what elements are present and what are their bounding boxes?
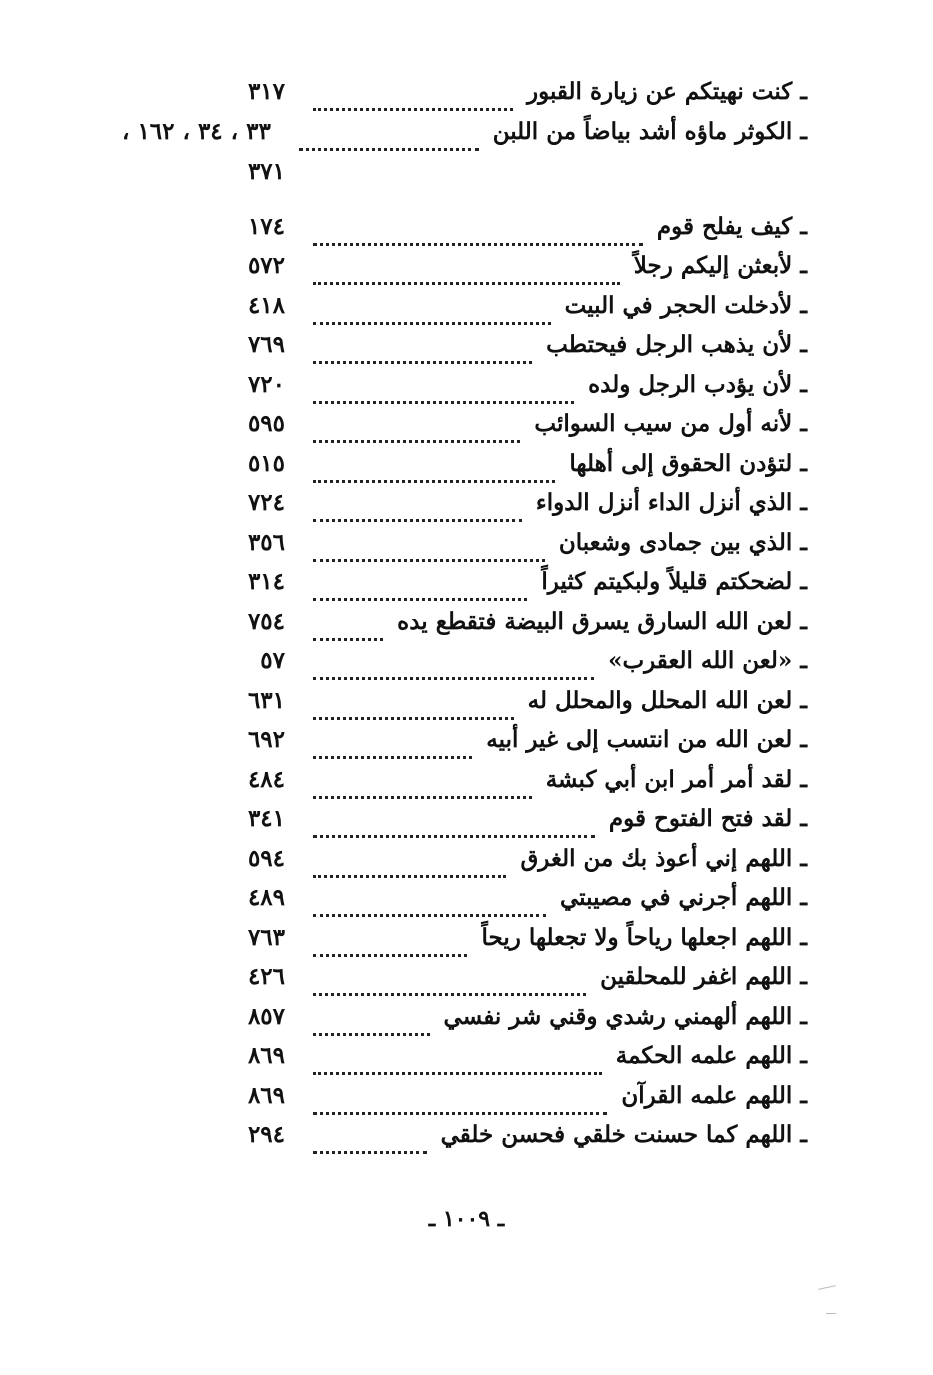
entry-page-numbers: ٤٨٤ [247, 765, 285, 793]
index-entry [0, 450, 933, 490]
leader-dots [313, 213, 643, 246]
entry-page-numbers: ٣٥٦ [247, 528, 285, 556]
entry-text: ـ لأن يؤدب الرجل ولده [588, 370, 807, 398]
leader-dots [313, 805, 595, 838]
entry-text: ـ لعن الله من انتسب إلى غير أبيه [486, 726, 807, 753]
leader-dots [313, 1003, 430, 1036]
entry-page-numbers: ٥٧٢ [247, 252, 285, 279]
index-entry [0, 884, 933, 924]
entry-text: ـ اللهم كما حسنت خلقي فحسن خلقي [440, 1121, 807, 1148]
index-entry [0, 766, 933, 806]
entry-text: ـ لقد فتح الفتوح قوم [608, 805, 807, 832]
leader-dots [313, 450, 555, 483]
entry-page-numbers: ٥١٥ [247, 449, 285, 477]
index-entry [0, 1003, 933, 1043]
entry-text: ـ اللهم علمه القرآن [621, 1081, 807, 1109]
entry-text: ـ لأبعثن إليكم رجلاً [633, 252, 807, 279]
index-entry [0, 213, 933, 253]
entry-page-numbers: ٧٢٤ [247, 489, 285, 516]
entry-text: ـ لتؤدن الحقوق إلى أهلها [569, 449, 807, 477]
index-entry [0, 331, 933, 371]
index-entry [0, 647, 933, 687]
index-entry [0, 1121, 933, 1161]
page-number: ـ ١٠٠٩ ـ [428, 1206, 505, 1232]
entry-text: ـ كنت نهيتكم عن زيارة القبور [526, 78, 807, 105]
entry-page-numbers: ٥٩٥ [247, 410, 285, 437]
entry-page-numbers: ٧٢٠ [247, 370, 285, 398]
entry-page-numbers: ٧٥٤ [247, 607, 285, 635]
leader-dots [313, 529, 545, 562]
leader-dots [313, 371, 574, 404]
leader-dots [313, 924, 467, 957]
entry-page-numbers: ٨٦٩ [247, 1042, 285, 1069]
index-entry [0, 252, 933, 292]
entry-page-numbers: ٢٩٤ [247, 1121, 285, 1148]
leader-dots [313, 726, 472, 759]
entry-text: ـ اللهم اجعلها رياحاً ولا تجعلها ريحاً [481, 923, 807, 951]
index-entry [0, 608, 933, 648]
scan-speck [826, 1313, 836, 1314]
index-entry [0, 726, 933, 766]
scan-speck [818, 1285, 836, 1290]
leader-dots [313, 647, 594, 680]
index-entry [0, 1042, 933, 1082]
entry-text: ـ الذي أنزل الداء أنزل الدواء [535, 489, 807, 516]
leader-dots [313, 1121, 427, 1154]
index-entry [0, 78, 933, 118]
entry-text: ـ لقد أمر أمر ابن أبي كبشة [545, 765, 807, 793]
entry-text: ـ «لعن الله العقرب» [608, 647, 807, 674]
leader-dots [313, 687, 514, 720]
entry-text: ـ لأن يذهب الرجل فيحتطب [546, 331, 807, 358]
entry-text: ـ اللهم اغفر للمحلقين [600, 963, 807, 990]
index-entry [0, 529, 933, 569]
entry-page-numbers: ٥٩٤ [247, 844, 285, 872]
entry-page-numbers: ١٧٤ [247, 212, 285, 240]
entry-page-numbers: ٨٥٧ [247, 1002, 285, 1030]
entry-page-numbers: ٣١٧ [247, 78, 285, 105]
leader-dots [313, 489, 522, 522]
leader-dots [313, 78, 513, 111]
index-entry [0, 489, 933, 529]
leader-dots [313, 766, 532, 799]
index-entry [0, 568, 933, 608]
entry-text: ـ اللهم علمه الحكمة [615, 1042, 807, 1069]
leader-dots [313, 845, 506, 878]
leader-dots [313, 331, 532, 364]
index-entry [0, 845, 933, 885]
index-entry [0, 1082, 933, 1122]
index-entry [0, 963, 933, 1003]
entry-page-numbers: ٣١٤ [247, 568, 285, 595]
entry-page-numbers: ٦٣١ [247, 686, 285, 714]
entry-page-numbers: ٤٨٩ [247, 884, 285, 911]
index-entry [0, 292, 933, 332]
entry-text: ـ لأنه أول من سيب السوائب [534, 410, 807, 437]
entry-page-numbers: ٧٦٩ [247, 331, 285, 358]
entry-text: ـ لعن الله المحلل والمحلل له [527, 686, 807, 714]
index-entry [0, 805, 933, 845]
entry-text: ـ لعن الله السارق يسرق البيضة فتقطع يده [397, 607, 807, 635]
leader-dots [313, 410, 520, 443]
entry-page-numbers: ٧٦٣ [247, 923, 285, 951]
leader-dots [313, 884, 546, 917]
leader-dots [313, 292, 551, 325]
index-entry [0, 410, 933, 450]
entry-text: ـ اللهم ألهمني رشدي وقني شر نفسي [443, 1002, 807, 1030]
entry-text: ـ الذي بين جمادى وشعبان [558, 528, 807, 556]
leader-dots [313, 568, 527, 601]
entry-text: ـ اللهم أجرني في مصيبتي [560, 884, 807, 911]
entry-text: ـ اللهم إني أعوذ بك من الغرق [520, 844, 807, 872]
index-entry [0, 687, 933, 727]
index-entry [0, 371, 933, 411]
entry-page-numbers: ٥٧ [260, 647, 285, 674]
entry-page-numbers: ٤١٨ [247, 291, 285, 319]
entry-text: ـ لضحكتم قليلاً ولبكيتم كثيراً [541, 568, 807, 595]
entry-page-numbers-continued: ٣٧١ [247, 157, 285, 185]
index-entry [0, 117, 933, 185]
leader-dots [313, 252, 620, 285]
leader-dots [299, 118, 479, 151]
entry-text: ـ كيف يفلح قوم [656, 212, 807, 240]
entry-text: ـ الكوثر ماؤه أشد بياضاً من اللبن [492, 117, 807, 145]
leader-dots [313, 608, 383, 641]
index-entry [0, 924, 933, 964]
leader-dots [313, 963, 586, 996]
entry-page-numbers: ٣٣ ، ٣٤ ، ١٦٢ ، [122, 117, 271, 145]
leader-dots [313, 1042, 602, 1075]
entry-page-numbers: ٨٦٩ [247, 1081, 285, 1109]
entry-page-numbers: ٣٤١ [247, 805, 285, 832]
entry-page-numbers: ٤٢٦ [247, 963, 285, 990]
leader-dots [313, 1082, 607, 1115]
entry-page-numbers: ٦٩٢ [247, 726, 285, 753]
entry-text: ـ لأدخلت الحجر في البيت [564, 291, 807, 319]
